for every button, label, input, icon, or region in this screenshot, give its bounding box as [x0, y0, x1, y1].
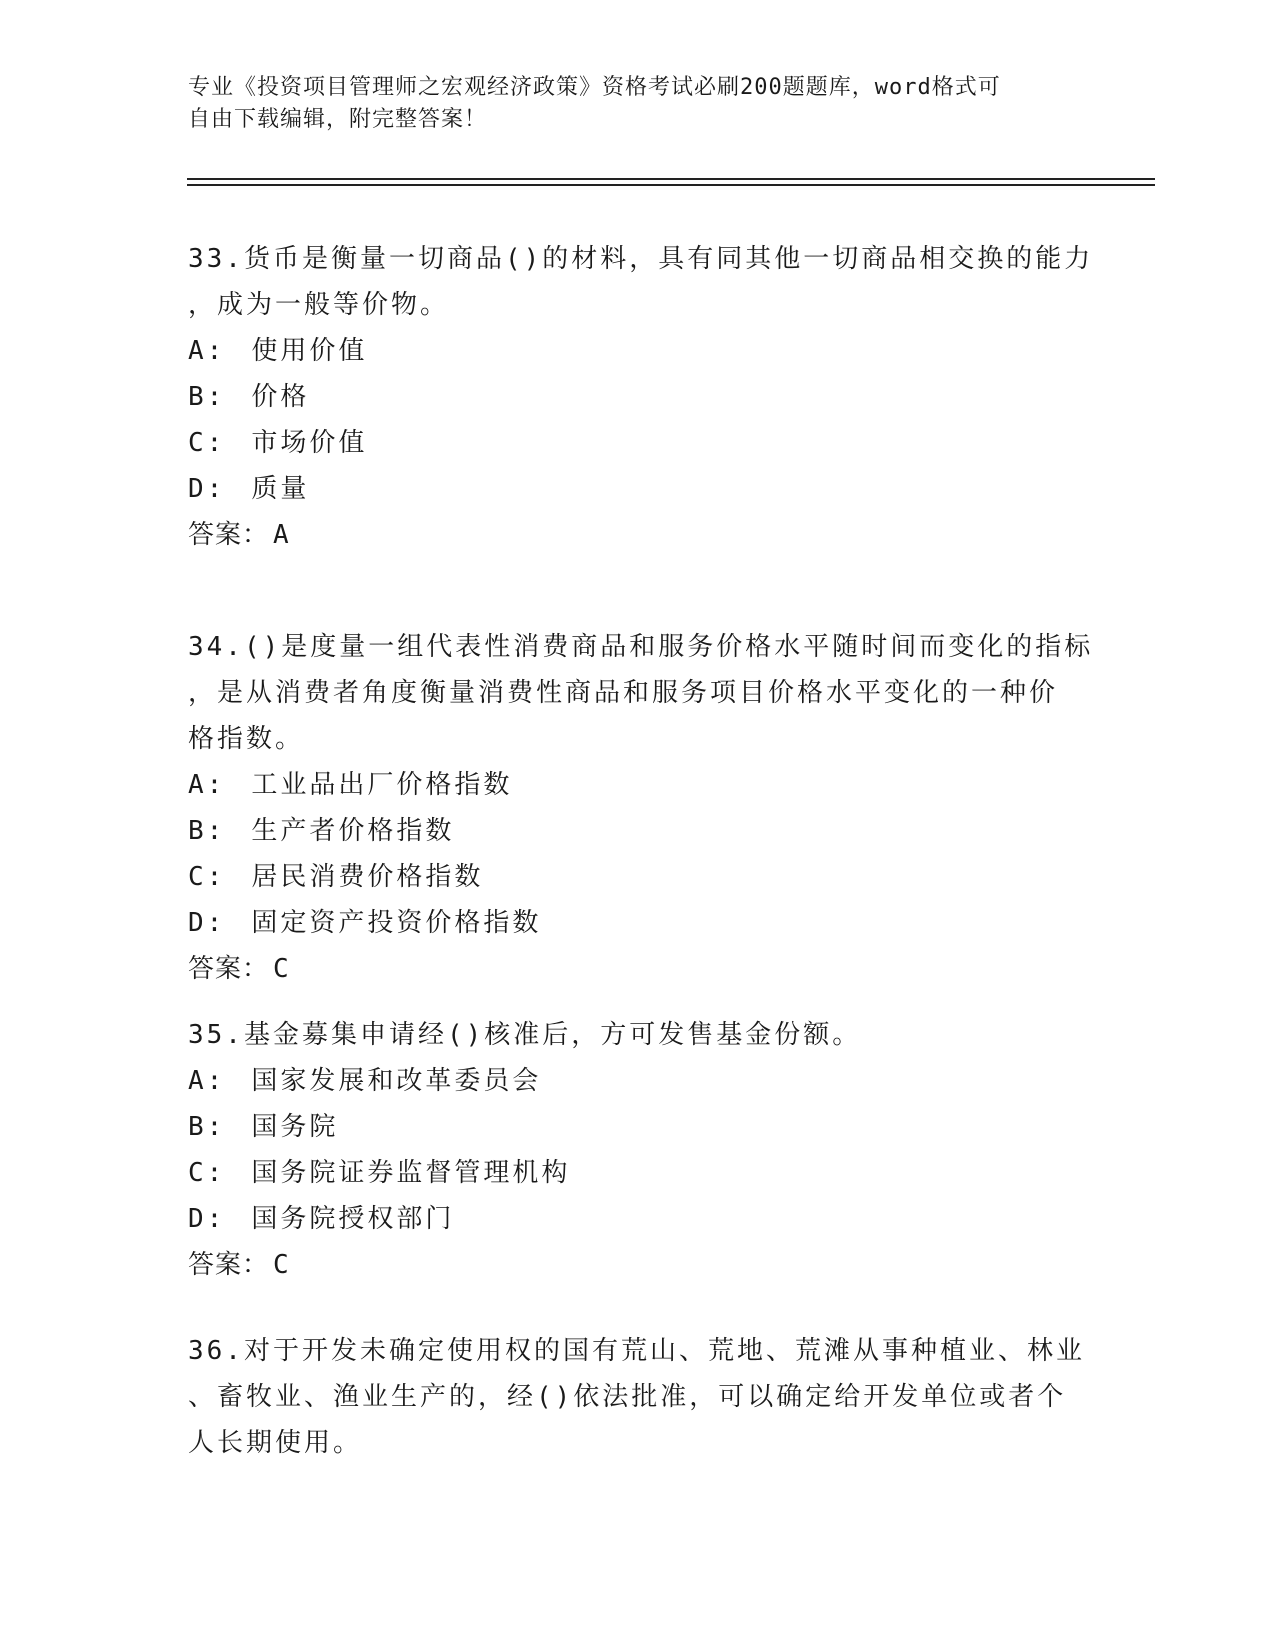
option-c	[188, 854, 1088, 900]
question-34	[188, 624, 1094, 992]
option-d	[188, 900, 1088, 946]
option-text: 居民消费价格指数	[251, 862, 484, 892]
option-text: 生产者价格指数	[251, 816, 455, 846]
option-text: 国家发展和改革委员会	[251, 1066, 542, 1096]
answer-value: A	[273, 520, 290, 550]
option-text: 国务院证券监督管理机构	[251, 1158, 571, 1188]
option-letter: A:	[188, 1066, 226, 1096]
question-33	[188, 236, 1094, 558]
option-a	[188, 762, 1088, 808]
header-line-1: 专业《投资项目管理师之宏观经济政策》资格考试必刷200题题库，word格式可	[188, 75, 1001, 100]
option-c	[188, 1150, 1088, 1196]
answer-line	[188, 512, 1088, 558]
option-text: 工业品出厂价格指数	[251, 770, 513, 800]
option-letter: B:	[188, 1112, 226, 1142]
question-text-line: 33.货币是衡量一切商品()的材料，具有同其他一切商品相交换的能力	[188, 244, 1094, 274]
answer-value: C	[273, 1250, 290, 1280]
question-text-line: 35.基金募集申请经()核准后，方可发售基金份额。	[188, 1020, 862, 1050]
option-a	[188, 1058, 1088, 1104]
answer-line	[188, 1242, 1088, 1288]
option-d	[188, 466, 1088, 512]
option-letter: B:	[188, 382, 226, 412]
option-a	[188, 328, 1088, 374]
option-letter: B:	[188, 816, 226, 846]
option-b	[188, 808, 1088, 854]
option-d	[188, 1196, 1088, 1242]
option-c	[188, 420, 1088, 466]
header-divider-top	[187, 178, 1155, 180]
option-letter: C:	[188, 1158, 226, 1188]
option-letter: D:	[188, 1204, 226, 1234]
option-text: 国务院授权部门	[251, 1204, 455, 1234]
answer-label: 答案：	[188, 954, 270, 984]
question-text-line: 36.对于开发未确定使用权的国有荒山、荒地、荒滩从事种植业、林业	[188, 1336, 1085, 1366]
option-letter: D:	[188, 474, 226, 504]
answer-label: 答案：	[188, 1250, 270, 1280]
option-b	[188, 374, 1088, 420]
question-text	[188, 624, 1094, 762]
answer-line	[188, 946, 1088, 992]
option-text: 国务院	[251, 1112, 339, 1142]
option-text: 价格	[251, 382, 310, 412]
question-text-line: 、畜牧业、渔业生产的，经()依法批准，可以确定给开发单位或者个	[188, 1382, 1067, 1412]
header-line-2: 自由下载编辑，附完整答案！	[188, 107, 488, 132]
option-letter: A:	[188, 336, 226, 366]
option-letter: C:	[188, 862, 226, 892]
header-divider-bottom	[187, 184, 1155, 186]
option-text: 固定资产投资价格指数	[251, 908, 542, 938]
question-text-line: ，成为一般等价物。	[188, 290, 450, 320]
question-text-line: 人长期使用。	[188, 1428, 363, 1458]
document-header	[188, 72, 1088, 136]
question-text	[188, 1328, 1088, 1466]
question-text	[188, 1012, 1088, 1058]
option-text: 市场价值	[251, 428, 368, 458]
option-text: 使用价值	[251, 336, 368, 366]
option-text: 质量	[251, 474, 310, 504]
question-text-line: 格指数。	[188, 724, 305, 754]
question-text-line: ，是从消费者角度衡量消费性商品和服务项目价格水平变化的一种价	[188, 678, 1059, 708]
question-text	[188, 236, 1094, 328]
option-letter: A:	[188, 770, 226, 800]
option-letter: C:	[188, 428, 226, 458]
option-letter: D:	[188, 908, 226, 938]
option-b	[188, 1104, 1088, 1150]
answer-label: 答案：	[188, 520, 270, 550]
answer-value: C	[273, 954, 290, 984]
question-text-line: 34.()是度量一组代表性消费商品和服务价格水平随时间而变化的指标	[188, 632, 1094, 662]
question-35	[188, 1012, 1088, 1288]
question-36	[188, 1328, 1088, 1466]
